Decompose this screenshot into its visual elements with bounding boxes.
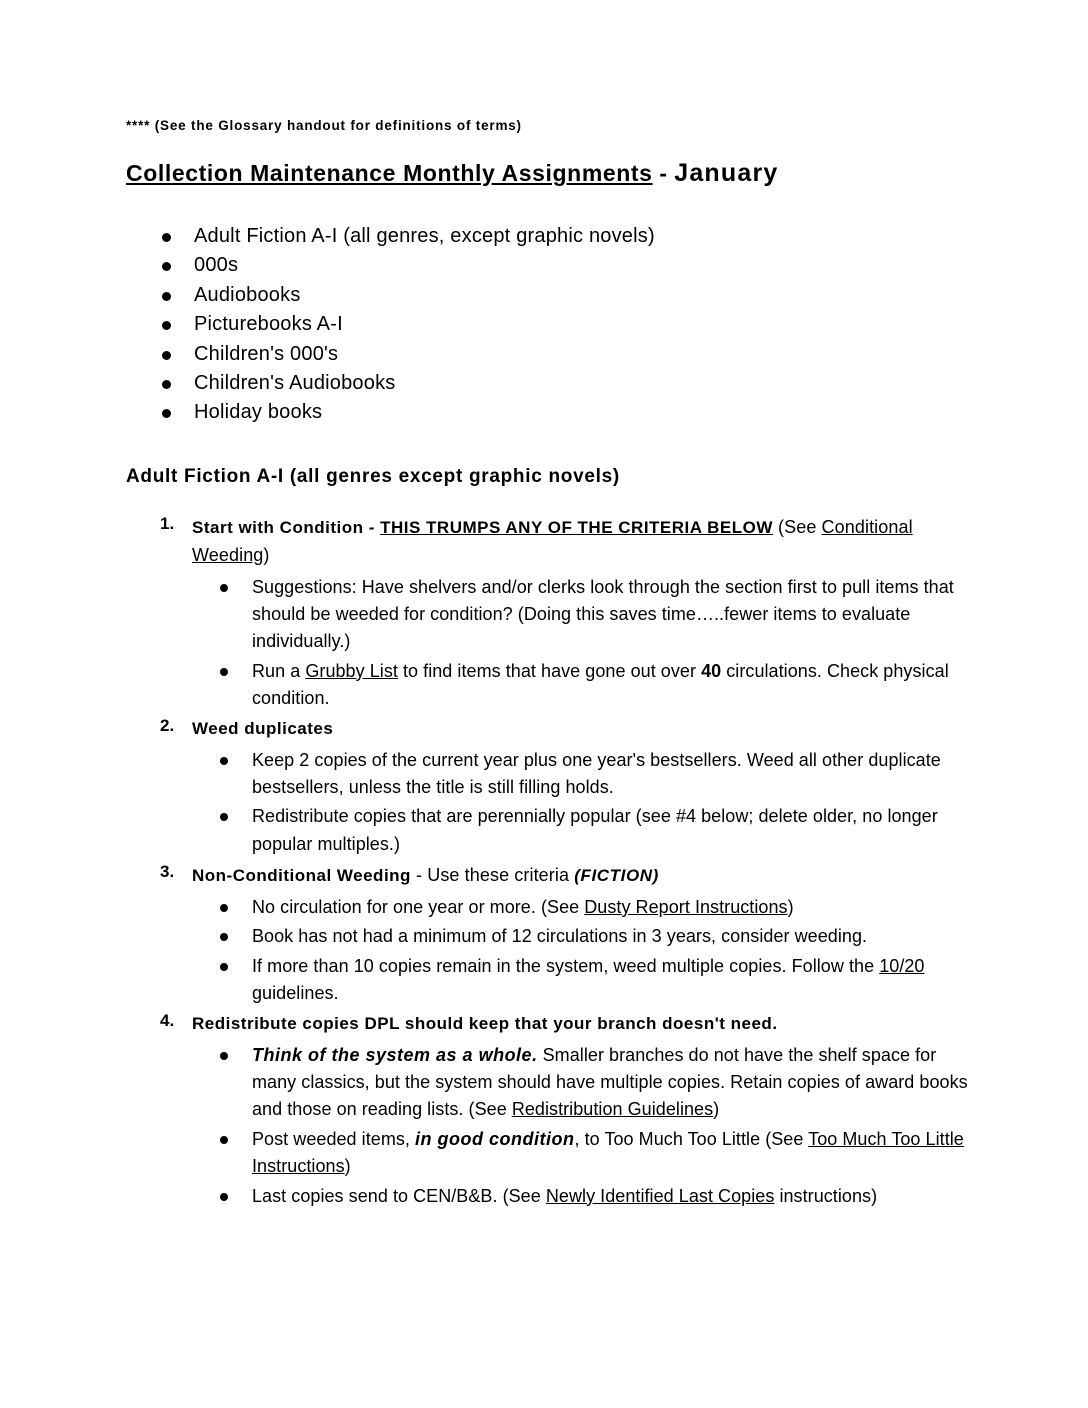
- bullet-text-post: ): [344, 1156, 351, 1177]
- list-item: Adult Fiction A-I (all genres, except graphic novels): [162, 222, 972, 251]
- criteria-3-lead: Non-Conditional Weeding: [192, 866, 411, 886]
- criteria-1-tail: (See: [772, 516, 822, 537]
- last-copies-link[interactable]: Newly Identified Last Copies: [545, 1185, 775, 1206]
- list-item: Redistribute copies that are perennially popular (see #4 below; delete older, no longer popular multiples.): [220, 803, 972, 858]
- bullet-text-post: circulations. Check physical condition.: [252, 660, 949, 708]
- dusty-report-link[interactable]: Dusty Report Instructions: [584, 896, 788, 917]
- criteria-item-4: [126, 1011, 972, 1210]
- list-item: [220, 894, 972, 921]
- grubby-list-link[interactable]: Grubby List: [305, 660, 398, 681]
- bullet-text-post: instructions): [774, 1185, 878, 1206]
- list-item: [220, 1042, 972, 1124]
- bullet-text-mid: , to Too Much Too Little (See: [574, 1128, 809, 1149]
- criteria-item-2: [126, 716, 972, 858]
- bullet-text: Run a: [252, 660, 306, 681]
- bullet-text-emphasis: Think of the system as a whole.: [252, 1044, 538, 1065]
- criteria-list: [126, 514, 972, 1210]
- bullet-text: Post weeded items,: [252, 1128, 416, 1149]
- criteria-3-italic: (FICTION): [574, 866, 659, 886]
- list-item: Picturebooks A-I: [162, 310, 972, 339]
- criteria-2-bullets: [192, 747, 972, 858]
- criteria-3-tail: - Use these criteria: [410, 865, 575, 886]
- page-title-dash: -: [652, 160, 675, 186]
- bullet-text: Last copies send to CEN/B&B. (See: [252, 1185, 546, 1206]
- too-much-too-little-link[interactable]: Too Much Too Little Instructions: [252, 1128, 964, 1177]
- criteria-item-1: [126, 514, 972, 713]
- criteria-item-4-heading: Redistribute copies DPL should keep that your branch doesn't need.: [192, 1014, 778, 1034]
- document-content: [126, 118, 972, 1214]
- list-item: 000s: [162, 251, 972, 280]
- page-title-month: January: [674, 159, 779, 187]
- list-item: Children's Audiobooks: [162, 369, 972, 398]
- bullet-text: Book has not had a minimum of 12 circulations in 3 years, consider weeding.: [252, 926, 868, 947]
- criteria-1-link[interactable]: Conditional Weeding: [192, 516, 913, 565]
- page-title: [126, 159, 972, 188]
- list-item: [220, 658, 972, 713]
- criteria-3-bullets: [192, 894, 972, 1007]
- list-item: Keep 2 copies of the current year plus one year's bestsellers. Weed all other duplicate bestsellers, unless the title is still filling holds.: [220, 747, 972, 802]
- list-item: [220, 953, 972, 1008]
- list-item: Audiobooks: [162, 281, 972, 310]
- criteria-item-3: [126, 862, 972, 1007]
- redistribution-guidelines-link[interactable]: Redistribution Guidelines: [511, 1099, 714, 1120]
- list-item: Children's 000's: [162, 340, 972, 369]
- bullet-text: No circulation for one year or more. (See: [252, 896, 585, 917]
- criteria-1-bullets: [192, 574, 972, 713]
- criteria-4-bullets: [192, 1042, 972, 1210]
- ten-twenty-link[interactable]: 10/20: [879, 955, 925, 976]
- page-title-main: Collection Maintenance Monthly Assignments: [126, 160, 653, 186]
- list-item: [220, 923, 972, 950]
- bullet-text-post: guidelines.: [252, 983, 339, 1004]
- list-item: [220, 1183, 972, 1210]
- criteria-item-2-heading: Weed duplicates: [192, 719, 334, 739]
- section-heading-adult-fiction: Adult Fiction A-I (all genres except graphic novels): [126, 465, 620, 487]
- bullet-text-emphasis: in good condition: [415, 1128, 575, 1149]
- bullet-text: Suggestions: Have shelvers and/or clerks look through the section first to pull items that should be weeded for condition? (Doing this saves time…..fewer items to evaluate individually.): [252, 576, 954, 652]
- bullet-text-mid: Smaller branches do not have the shelf space for many classics, but the system should have multiple copies. Retain copies of award books and those on reading lists. (See: [252, 1044, 968, 1120]
- bullet-text: If more than 10 copies remain in the system, weed multiple copies. Follow the: [252, 955, 880, 976]
- bullet-text-bold: 40: [701, 660, 722, 681]
- bullet-text-post: ): [713, 1099, 720, 1120]
- criteria-1-lead: Start with Condition -: [192, 517, 381, 537]
- criteria-1-close: ): [263, 544, 270, 565]
- bullet-text-mid: to find items that have gone out over: [397, 660, 702, 681]
- monthly-assignment-list: [126, 222, 972, 428]
- criteria-1-emphasis: THIS TRUMPS ANY OF THE CRITERIA BELOW: [380, 517, 773, 537]
- criteria-item-3-heading: [192, 862, 972, 890]
- list-item: [220, 574, 972, 656]
- criteria-item-1-heading: [192, 514, 972, 570]
- glossary-note: **** (See the Glossary handout for definitions of terms): [126, 118, 522, 133]
- bullet-text-post: ): [787, 896, 794, 917]
- list-item: Holiday books: [162, 398, 972, 427]
- list-item: [220, 1126, 972, 1181]
